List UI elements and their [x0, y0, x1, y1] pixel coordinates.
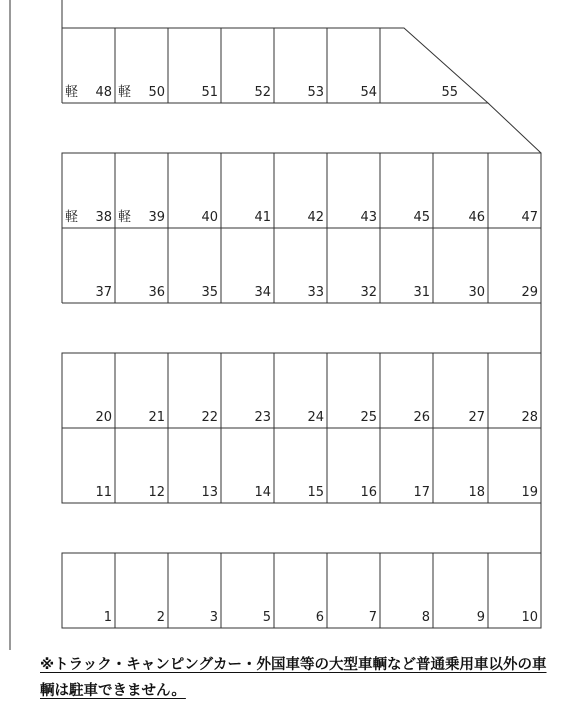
space-number-10: 10	[521, 610, 538, 625]
space-number-19: 19	[521, 485, 538, 500]
space-number-18: 18	[468, 485, 485, 500]
space-number-53: 53	[307, 85, 324, 100]
space-number-46: 46	[468, 210, 485, 225]
space-number-14: 14	[254, 485, 271, 500]
space-number-33: 33	[307, 285, 324, 300]
space-number-13: 13	[201, 485, 218, 500]
space-number-17: 17	[413, 485, 430, 500]
space-number-41: 41	[254, 210, 271, 225]
space-number-34: 34	[254, 285, 271, 300]
space-number-21: 21	[148, 410, 165, 425]
space-number-2: 2	[156, 610, 165, 625]
space-number-3: 3	[209, 610, 218, 625]
space-number-9: 9	[476, 610, 485, 625]
space-number-43: 43	[360, 210, 377, 225]
space-number-15: 15	[307, 485, 324, 500]
lot-outline	[10, 0, 541, 650]
space-number-16: 16	[360, 485, 377, 500]
space-number-22: 22	[201, 410, 218, 425]
space-number-23: 23	[254, 410, 271, 425]
space-number-45: 45	[413, 210, 430, 225]
parking-notice: ※トラック・キャンピングカー・外国車等の大型車輌など普通乗用車以外の車輌は駐車できません。	[40, 657, 547, 699]
space-number-5: 5	[262, 610, 271, 625]
space-number-36: 36	[148, 285, 165, 300]
space-number-31: 31	[413, 285, 430, 300]
angled-edge	[488, 103, 541, 153]
space-number-20: 20	[95, 410, 112, 425]
space-number-55: 55	[441, 85, 458, 100]
block-f-outline	[62, 553, 541, 628]
space-number-28: 28	[521, 410, 538, 425]
space-number-11: 11	[95, 485, 112, 500]
space-number-12: 12	[148, 485, 165, 500]
compact-car-mark: 軽	[65, 210, 79, 225]
space-number-42: 42	[307, 210, 324, 225]
space-dividers	[115, 28, 488, 628]
space-number-37: 37	[95, 285, 112, 300]
space-number-47: 47	[521, 210, 538, 225]
space-number-40: 40	[201, 210, 218, 225]
space-number-24: 24	[307, 410, 324, 425]
space-number-54: 54	[360, 85, 377, 100]
space-number-39: 39	[148, 210, 165, 225]
space-number-7: 7	[368, 610, 377, 625]
space-number-30: 30	[468, 285, 485, 300]
space-number-50: 50	[148, 85, 165, 100]
space-number-38: 38	[95, 210, 112, 225]
space-number-51: 51	[201, 85, 218, 100]
space-number-25: 25	[360, 410, 377, 425]
space-number-32: 32	[360, 285, 377, 300]
compact-car-mark: 軽	[118, 85, 132, 100]
space-number-48: 48	[95, 85, 112, 100]
space-number-1: 1	[103, 610, 112, 625]
space-number-29: 29	[521, 285, 538, 300]
space-number-8: 8	[421, 610, 430, 625]
space-number-6: 6	[315, 610, 324, 625]
space-labels	[65, 84, 538, 625]
space-number-35: 35	[201, 285, 218, 300]
space-number-52: 52	[254, 85, 271, 100]
space-number-26: 26	[413, 410, 430, 425]
compact-car-mark: 軽	[118, 210, 132, 225]
compact-car-mark: 軽	[65, 85, 79, 100]
space-number-27: 27	[468, 410, 485, 425]
